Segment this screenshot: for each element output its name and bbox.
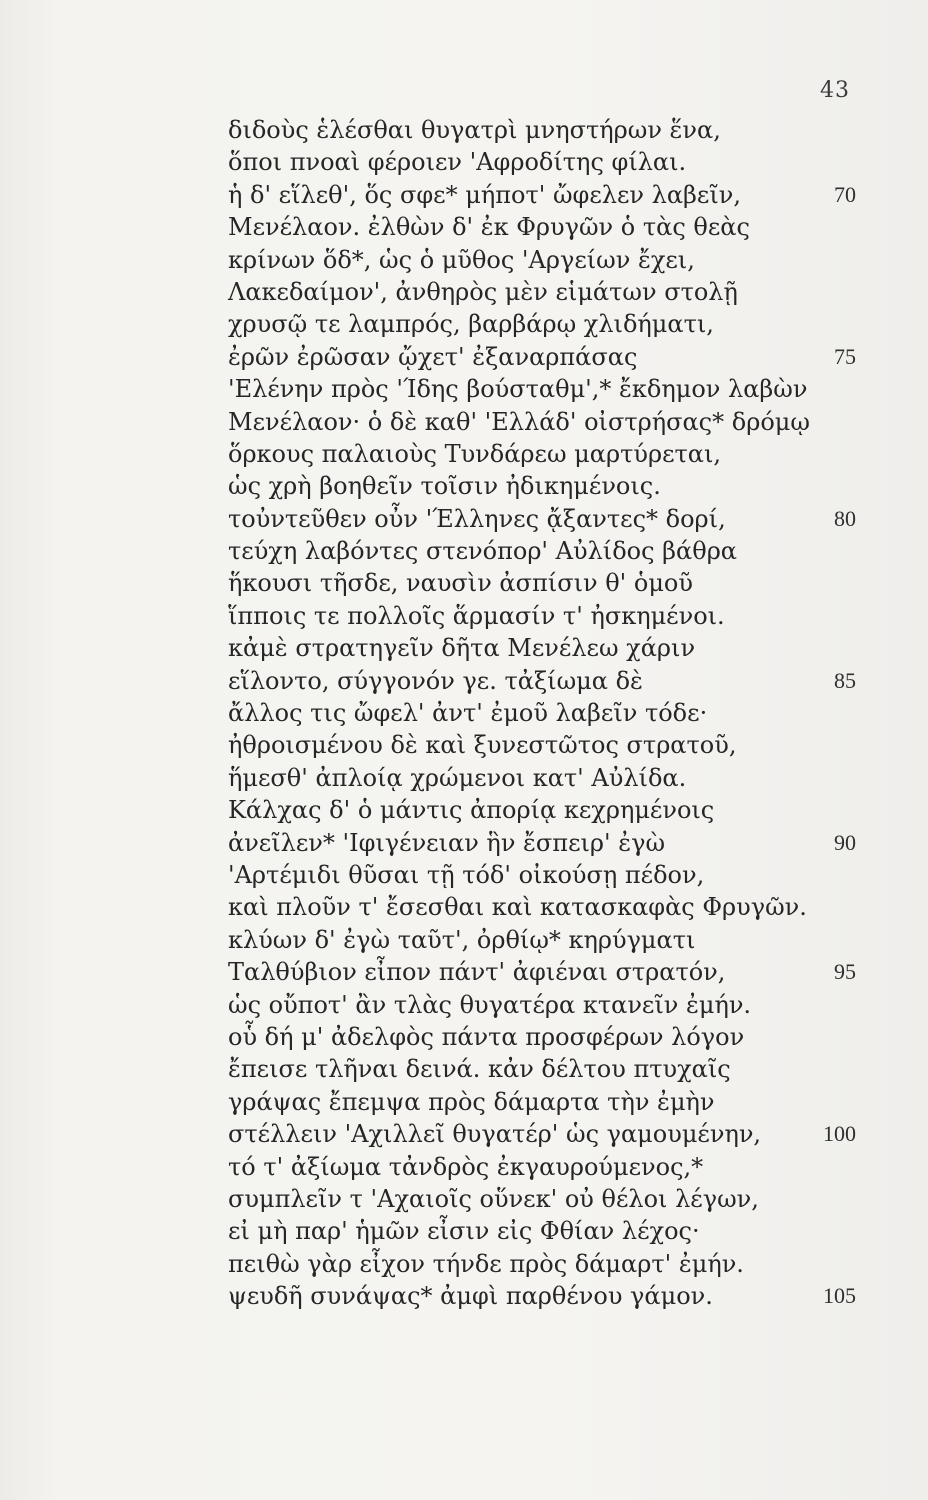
verse-line [228, 697, 868, 729]
verse-line [228, 924, 868, 956]
verse-text: εἵλοντο, σύγγονόν γε. τἀξίωμα δὲ [228, 666, 643, 695]
verse-text: γράψας ἔπεμψα πρὸς δάμαρτα τὴν ἐμὴν [228, 1087, 715, 1116]
verse-line [228, 956, 868, 988]
line-number: 70 [834, 181, 856, 207]
verse-text: Μενέλαον· ὁ δὲ καθ' 'Ελλάδ' οἰστρήσας* δρόμῳ [228, 407, 810, 436]
verse-text: ἄλλος τις ὤφελ' ἀντ' ἐμοῦ λαβεῖν τόδε· [228, 699, 708, 728]
page-number: 43 [820, 78, 850, 103]
verse-text: κλύων δ' ἐγὼ ταῦτ', ὀρθίῳ* κηρύγματι [228, 925, 696, 954]
verse-line [228, 1053, 868, 1085]
verse-line [228, 179, 868, 211]
verse-line [228, 1280, 868, 1312]
verse-text: 'Αρτέμιδι θῦσαι τῇ τόδ' οἰκούσῃ πέδον, [228, 860, 705, 889]
verse-line [228, 373, 868, 405]
verse-line [228, 1183, 868, 1215]
verse-line [228, 1118, 868, 1150]
verse-line [228, 535, 868, 567]
verse-line [228, 600, 868, 632]
verse-line [228, 632, 868, 664]
verse-line [228, 1021, 868, 1053]
verse-text: στέλλειν 'Αχιλλεῖ θυγατέρ' ὡς γαμουμένην, [228, 1120, 762, 1149]
verse-text: Μενέλαον. ἐλθὼν δ' ἐκ Φρυγῶν ὁ τὰς θεὰς [228, 213, 750, 242]
verse-text: ὡς χρὴ βοηθεῖν τοῖσιν ἠδικημένοις. [228, 472, 661, 501]
verse-text: τοὐντεῦθεν οὖν 'Έλληνες ᾄξαντες* δορί, [228, 504, 726, 533]
verse-text: ψευδῆ συνάψας* ἀμφὶ παρθένου γάμον. [228, 1282, 713, 1311]
verse-line [228, 859, 868, 891]
verse-text: καὶ πλοῦν τ' ἔσεσθαι καὶ κατασκαφὰς Φρυγῶν. [228, 893, 807, 922]
line-number: 95 [834, 959, 856, 985]
line-number: 105 [823, 1283, 856, 1309]
verse-line [228, 665, 868, 697]
verse-text: τεύχη λαβόντες στενόπορ' Αὐλίδος βάθρα [228, 537, 738, 566]
verse-text: Λακεδαίμον', ἀνθηρὸς μὲν εἱμάτων στολῇ [228, 277, 738, 306]
verse-text: τό τ' ἀξίωμα τἀνδρὸς ἐκγαυρούμενος,* [228, 1152, 704, 1181]
verse-line [228, 308, 868, 340]
line-number: 75 [834, 343, 856, 369]
verse-text: ὅρκους παλαιοὺς Τυνδάρεω μαρτύρεται, [228, 439, 722, 468]
verse-line [228, 146, 868, 178]
verse-text: ἔπεισε τλῆναι δεινά. κἀν δέλτου πτυχαῖς [228, 1055, 731, 1084]
verse-line [228, 1248, 868, 1280]
verse-text: διδοὺς ἑλέσθαι θυγατρὶ μνηστήρων ἕνα, [228, 116, 721, 144]
verse-line [228, 891, 868, 923]
verse-line [228, 567, 868, 599]
verse-line [228, 406, 868, 438]
verse-line [228, 1086, 868, 1118]
verse-text: ἥμεσθ' ἀπλοίᾳ χρώμενοι κατ' Αὐλίδα. [228, 763, 687, 792]
verse-text: συμπλεῖν τ 'Αχαιοῖς οὕνεκ' οὐ θέλοι λέγων, [228, 1184, 759, 1213]
verse-text: ὡς οὔποτ' ἂν τλὰς θυγατέρα κτανεῖν ἐμήν. [228, 990, 752, 1019]
verse-line [228, 827, 868, 859]
verse-text: ὅποι πνοαὶ φέροιεν 'Αφροδίτης φίλαι. [228, 148, 687, 177]
verse-text: Ταλθύβιον εἶπον πάντ' ἀφιέναι στρατόν, [228, 958, 726, 987]
verse-text: οὗ δή μ' ἀδελφὸς πάντα προσφέρων λόγον [228, 1022, 745, 1051]
verse-text-block [228, 114, 868, 1312]
line-number: 90 [834, 829, 856, 855]
verse-line [228, 762, 868, 794]
verse-line [228, 276, 868, 308]
verse-line [228, 341, 868, 373]
line-number: 80 [834, 505, 856, 531]
verse-text: πειθὼ γὰρ εἶχον τήνδε πρὸς δάμαρτ' ἐμήν. [228, 1249, 744, 1278]
verse-line [228, 470, 868, 502]
verse-text: 'Ελένην πρὸς 'Ίδης βούσταθμ',* ἔκδημον λαβὼν [228, 375, 808, 404]
line-number: 85 [834, 667, 856, 693]
verse-text: ἡ δ' εἵλεθ', ὅς σφε* μήποτ' ὤφελεν λαβεῖν, [228, 180, 741, 209]
line-number: 100 [823, 1121, 856, 1147]
verse-line [228, 211, 868, 243]
verse-text: ἀνεῖλεν* 'Ιφιγένειαν ἣν ἔσπειρ' ἐγὼ [228, 828, 666, 857]
verse-line [228, 989, 868, 1021]
verse-line [228, 1215, 868, 1247]
verse-line [228, 438, 868, 470]
verse-text: ἠθροισμένου δὲ καὶ ξυνεστῶτος στρατοῦ, [228, 731, 737, 760]
verse-text: εἰ μὴ παρ' ἡμῶν εἶσιν εἰς Φθίαν λέχος· [228, 1217, 700, 1246]
verse-text: χρυσῷ τε λαμπρός, βαρβάρῳ χλιδήματι, [228, 310, 714, 339]
verse-line [228, 794, 868, 826]
verse-line [228, 114, 868, 146]
verse-line [228, 244, 868, 276]
verse-line [228, 729, 868, 761]
verse-line [228, 503, 868, 535]
verse-text: ἵπποις τε πολλοῖς ἅρμασίν τ' ἠσκημένοι. [228, 601, 725, 630]
verse-line [228, 1151, 868, 1183]
verse-text: κρίνων ὅδ*, ὡς ὁ μῦθος 'Αργείων ἔχει, [228, 245, 695, 274]
verse-text: κἀμὲ στρατηγεῖν δῆτα Μενέλεω χάριν [228, 634, 696, 663]
verse-text: ἐρῶν ἐρῶσαν ᾤχετ' ἐξαναρπάσας [228, 342, 638, 371]
verse-text: Κάλχας δ' ὁ μάντις ἀπορίᾳ κεχρημένοις [228, 796, 715, 825]
verse-text: ἥκουσι τῆσδε, ναυσὶν ἀσπίσιν θ' ὁμοῦ [228, 569, 693, 598]
